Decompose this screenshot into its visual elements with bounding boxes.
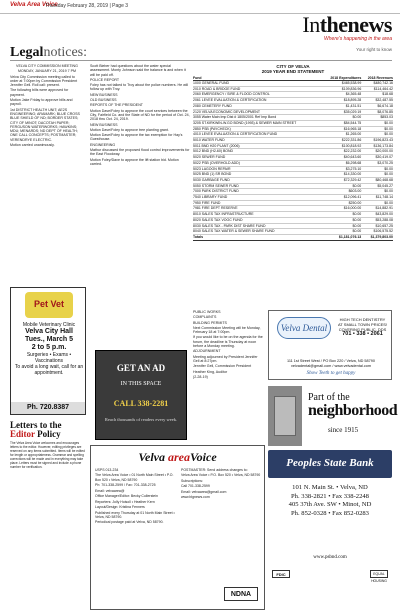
expenditure-cell: $0.00 bbox=[322, 229, 361, 235]
column-header: Fund bbox=[193, 76, 322, 81]
revenue-cell: $0.00 bbox=[361, 132, 393, 138]
pw-paragraph: (2-28-19) bbox=[193, 374, 208, 379]
total-value-cell: $1,181,076.13 bbox=[322, 234, 361, 240]
publication-details-left: USPS 013-234 The Velva Area Voice • 01 North Main Street • P.O. Box 520 • Velva, ND 58790 Ph: 701-338-2599 / Fax: 701-338-2725 Email: velvaarea@ Office Manager/Editor: Becky Cullerstein Reporters: Jolly Hoisoll • Heather Kern Layout/Design: Kristina Fenners Published every Thursday at 01 North Main Street • Velva, ND 58790. Periodical postage paid at Velva, ND 58790. bbox=[95, 468, 175, 525]
expenditure-cell: $0.00 bbox=[322, 217, 361, 223]
fund-name-cell: 7981 FIRE DEPT RESERVE bbox=[193, 206, 322, 212]
fund-name-cell: 7540 LIBRARY FUND bbox=[193, 195, 322, 201]
neighborhood-line-3: since 1915 bbox=[328, 426, 359, 434]
fund-name-cell: 3205 ST.KIRKWIN-W.GO BOND (1993) & SEWER MAIN STREET bbox=[193, 120, 322, 126]
bank-ad bbox=[268, 450, 392, 605]
revenue-cell: $114,464.42 bbox=[361, 86, 393, 92]
expenditure-cell: $109,836.96 bbox=[322, 86, 361, 92]
revenue-cell: $0.00 bbox=[361, 200, 393, 206]
minutes-paragraph: Motion Dave/Foley to approve the tax exemption for Hay's Guesthouse. bbox=[90, 133, 183, 142]
expenditure-cell: $603.00 bbox=[322, 189, 361, 195]
expenditure-cell: $0.00 bbox=[322, 183, 361, 189]
expenditure-cell: $222,331.86 bbox=[322, 138, 361, 144]
publication-details-right: POSTMASTER: Send address changes to: Velva Area Voice • P.O. Box 520 • Velva, ND 58790 Subscriptions: Call 701-338-2599 Email: velvaarea@gmail.com www.blgnews.com bbox=[181, 468, 261, 500]
expenditure-cell: $250.00 bbox=[322, 200, 361, 206]
pw-paragraph: COMPLAINTS bbox=[193, 315, 217, 320]
expenditure-cell: $14,330.00 bbox=[322, 172, 361, 178]
fund-name-cell: 8010 SALES TAX INFRASTRUCTURE bbox=[193, 212, 322, 218]
expenditure-cell: $40,643.60 bbox=[322, 155, 361, 161]
legal-paragraph: Velva City Commission meeting called to order at 7:00pm by Commission President Jennifer Gell. Roll call: present. bbox=[10, 74, 78, 88]
expenditure-cell: $22,232.00 bbox=[322, 149, 361, 155]
publication-name: Velva areaVoice bbox=[138, 450, 217, 464]
fund-name-cell: 5025 BND (1) SR BOND bbox=[193, 172, 322, 178]
velva-dental-ad bbox=[268, 310, 392, 380]
fund-name-cell: 2060 EMERGENCY / SIRE & FLOOD CONTROL bbox=[193, 92, 322, 98]
expenditure-cell: $12,096.41 bbox=[322, 195, 361, 201]
expenditure-cell: $3,275.10 bbox=[322, 166, 361, 172]
pw-paragraph: If you would like to be on the agenda for the forum, the deadline is Thursday at noon before a Monday meeting. bbox=[193, 335, 263, 349]
minutes-paragraph: Foley has not talked to Troy about the police numbers. He will follow up with Troy. bbox=[90, 83, 189, 92]
legal-paragraph: MONDAY, JANUARY 21, 2019 7 PM bbox=[17, 69, 77, 74]
fund-name-cell: 8040 SALES TAX WATER & SEWER SHARE FUND bbox=[193, 229, 322, 235]
minutes-heading: REPORTS OF THE PRESIDENT bbox=[90, 103, 143, 108]
fund-name-cell: 4010 LEVEE EVALUATION & CERTIFICATION FUND bbox=[193, 132, 322, 138]
fund-name-cell: 7000 PARK DISTRICT FUND bbox=[193, 189, 322, 195]
expenditure-cell: $1,431.51 bbox=[322, 103, 361, 109]
fund-name-cell: 2010 ROAD & BRIDGE FUND bbox=[193, 86, 322, 92]
equal-housing-icon: EQUAL HOUSING bbox=[371, 572, 387, 583]
fund-name-cell: 2850 PSB (PAYCHECK) bbox=[193, 126, 322, 132]
pet-vet-ad bbox=[10, 287, 86, 415]
fund-name-cell: 1000 GENERAL FUND bbox=[193, 81, 322, 87]
expenditure-cell: $100,818.92 bbox=[322, 143, 361, 149]
expenditure-cell: $0.00 bbox=[322, 115, 361, 121]
expenditure-cell: $16,965.18 bbox=[322, 126, 361, 132]
year-end-statement bbox=[193, 64, 393, 241]
pw-paragraph: Next Commission Meeting will be Monday, February 18 at 7:00pm. bbox=[193, 325, 261, 335]
minutes-paragraph: Motion Foley/Dave to approve the lift station bid. Motion carried. bbox=[90, 157, 179, 166]
legal-paragraph: The following bills were approved for payment. bbox=[10, 88, 69, 97]
expenditure-cell: $72,329.42 bbox=[322, 177, 361, 183]
legal-paragraph: Motion Jake Friday to approve bills and payroll. bbox=[10, 98, 73, 107]
revenue-cell: $0.00 bbox=[361, 172, 393, 178]
bank-logo: Peoples State Bank bbox=[268, 450, 392, 478]
revenue-cell: $8,076.85 bbox=[361, 109, 393, 115]
revenue-cell: $53,288.08 bbox=[361, 217, 393, 223]
fund-name-cell: 7950 FIRE FUND bbox=[193, 200, 322, 206]
pw-paragraph: ADJOURNMENT bbox=[193, 349, 221, 354]
letters-heading: Letters to the Editor Policy bbox=[10, 420, 62, 439]
legal-notices-title: Legalnotices: bbox=[10, 45, 87, 60]
fdic-icon: FDIC bbox=[272, 570, 290, 578]
dental-logo: Velva Dental bbox=[277, 317, 331, 339]
pw-paragraph: Jennifer Gell, Commission President bbox=[193, 364, 252, 369]
expenditure-cell: $4,365.48 bbox=[322, 92, 361, 98]
revenue-cell: $20,000.00 bbox=[361, 149, 393, 155]
statement-table bbox=[193, 76, 393, 241]
column-header: 2018 Expenditures bbox=[322, 76, 361, 81]
expenditure-cell: $0.00 bbox=[322, 223, 361, 229]
minutes-paragraph: Scott Bieber had questions about the water special assessment. Monty Johnson said the balance is and when it will be paid off. bbox=[90, 64, 186, 77]
revenue-cell: $0.00 bbox=[361, 166, 393, 172]
revenue-cell: $0.00 bbox=[361, 120, 393, 126]
minutes-paragraph: Motion Dave/Foley to approve the court services between the City, Fairfield Co. and the State of ND for the period of Oct. 24, 2018 thru Oct. 24, 2019. bbox=[90, 108, 190, 122]
dental-info: HIGH TECH DENTISTRY AT SMALL TOWN PRICES! COVERING PUBLIC, DDS 701 • 338 • 2061 bbox=[337, 317, 388, 337]
expenditure-cell: $1,265.00 bbox=[322, 132, 361, 138]
expenditure-cell: $465,538.99 bbox=[322, 81, 361, 87]
legal-paragraph: VELVA CITY COMMISSION MEETING bbox=[16, 64, 78, 68]
in-the-news-header bbox=[302, 14, 392, 42]
statement-title: CITY OF VELVA bbox=[276, 64, 310, 69]
right-to-know-tagline: Your right to know bbox=[356, 47, 392, 52]
revenue-cell: $0.00 bbox=[361, 189, 393, 195]
pw-paragraph: Heather King, Auditor bbox=[193, 369, 228, 374]
fund-name-cell: 5022 PSB (OVERHOLD ADD) bbox=[193, 160, 322, 166]
neighborhood-line-2: neighborhood bbox=[308, 402, 398, 419]
revenue-cell: $14,882.91 bbox=[361, 206, 393, 212]
publication-info-box bbox=[90, 445, 265, 610]
revenue-cell: $43,829.00 bbox=[361, 212, 393, 218]
expenditure-cell: $16,000.00 bbox=[322, 206, 361, 212]
expenditure-cell: $84,544.75 bbox=[322, 120, 361, 126]
pw-paragraph: Meeting adjourned by President Jennifer Gell at 8:27pm. bbox=[193, 354, 258, 363]
bank-website[interactable]: www.psbnd.com bbox=[313, 555, 347, 560]
fund-name-cell: 2061 LEVEE EVALUATION & CERTIFICATION bbox=[193, 98, 322, 104]
revenue-cell: $480,742.16 bbox=[361, 81, 393, 87]
total-label-cell: Totals bbox=[193, 234, 322, 240]
revenue-cell: $5,045.27 bbox=[361, 183, 393, 189]
in-the-news-tagline: Where's happening in the area bbox=[324, 36, 392, 42]
pet-vet-logo: Pet Vet bbox=[25, 292, 73, 318]
expenditure-cell: $0.00 bbox=[322, 212, 361, 218]
revenue-cell: $106,575.52 bbox=[361, 229, 393, 235]
section-divider bbox=[10, 60, 392, 61]
pw-paragraph: PUBLIC WORKS bbox=[193, 310, 221, 314]
ad-space bbox=[95, 350, 187, 440]
statement-subtitle: 2019 YEAR END STATEMENT bbox=[261, 69, 325, 74]
fund-name-cell: 8020 SALES TAX VOOC FUND bbox=[193, 217, 322, 223]
revenue-cell: $196,823.43 bbox=[361, 138, 393, 144]
fund-name-cell: 5011 BND H20 PLANT (2006) bbox=[193, 143, 322, 149]
dental-address: 111 1st Street West / PO Box 220 / Velva, ND 58790 velvadental@gmail.com / www.velvadental.com bbox=[286, 359, 375, 368]
revenue-cell: $3,070.25 bbox=[361, 160, 393, 166]
ad-line: CALL 338-2281 bbox=[113, 399, 169, 408]
revenue-cell: $10,657.25 bbox=[361, 223, 393, 229]
minutes-paragraph: Motion Dave/Foley to approve tree planting grant. bbox=[90, 127, 169, 132]
total-row bbox=[193, 234, 393, 240]
fund-name-cell: 2080 CEMETERY FUND bbox=[193, 103, 322, 109]
fund-name-cell: 2120 VELVA ECONOMIC DEVELOPMENT bbox=[193, 109, 322, 115]
column-header: 2018 Revenues bbox=[361, 76, 393, 81]
letters-body: The Velva Area Voice welcomes and encourages letters to the editor. However, editing privileges are reserved on any items submitted. Items will be edited for length or appropriateness. Grammar and spelling corrections will be made and in everything may take place. Letters must be signed and include a phone number for verification. bbox=[10, 441, 85, 469]
letters-policy bbox=[10, 421, 88, 469]
ndna-logo: NDNA bbox=[224, 587, 258, 601]
in-the-news-title: Inthenews bbox=[302, 12, 392, 37]
minutes-heading: OLD BUSINESS bbox=[90, 98, 117, 103]
fund-name-cell: 5023 LAGOON REPAIR bbox=[193, 166, 322, 172]
fund-name-cell: 8030 SALES TAX - PARK DIST SHARE FUND bbox=[193, 223, 322, 229]
revenue-cell: $6,674.18 bbox=[361, 103, 393, 109]
revenue-cell: $32,487.55 bbox=[361, 98, 393, 104]
minutes-column bbox=[90, 64, 190, 167]
minutes-heading: POLICE REPORT bbox=[90, 77, 120, 82]
minutes-paragraph: Mathur discussed the proposed flood control improvements for the East Floodway. bbox=[90, 148, 190, 157]
ad-line: IN THIS SPACE bbox=[120, 381, 162, 387]
total-value-cell: $1,379,803.00 bbox=[361, 234, 393, 240]
revenue-cell: $30,419.07 bbox=[361, 155, 393, 161]
revenue-cell: $0.00 bbox=[361, 126, 393, 132]
revenue-cell: $136,173.84 bbox=[361, 143, 393, 149]
bank-locations: 101 N. Main St. • Velva, ND Ph. 338-2821 • Fax 338-2248 405 37th Ave. SW • Minot, ND Ph. 852-0328 • Fax 852-0283 bbox=[288, 484, 372, 517]
pet-vet-details: Mobile Veterinary Clinic Velva City Hall Tues., March 5 2 to 5 p.m. Surgeries • Exams • Vaccinations To avoid a long wait, call for an appointment. bbox=[14, 322, 84, 376]
expenditure-cell: $6,298.68 bbox=[322, 160, 361, 166]
masthead-logo: Velva Area Voice bbox=[10, 2, 58, 8]
public-works-column bbox=[193, 310, 263, 380]
pw-paragraph: BUILDING PERMITS bbox=[193, 320, 227, 325]
fund-name-cell: 5010 WATER FUND bbox=[193, 138, 322, 144]
pet-vet-phone: Ph. 720.8387 bbox=[11, 402, 85, 414]
neighborhood-line-1: Part of the bbox=[308, 392, 350, 403]
minutes-heading: NEW BUSINESS bbox=[90, 122, 118, 127]
expenditure-cell: $35,029.19 bbox=[322, 109, 361, 115]
revenue-cell: $18.68 bbox=[361, 92, 393, 98]
fund-name-cell: 5012 BND (H2-60) BOND bbox=[193, 149, 322, 155]
fund-name-cell: 3055 Water Main Imp Dist # 1805/2001 Ref Imp Bond bbox=[193, 115, 322, 121]
legal-paragraph: Motion carried unanimously. bbox=[10, 143, 55, 148]
neighborhood-ad bbox=[268, 386, 398, 448]
minutes-heading: ENGINEERING bbox=[90, 142, 116, 147]
fund-name-cell: 5050 STORM SEWER FUND bbox=[193, 183, 322, 189]
fund-name-cell: 5030 GARBAGE FUND bbox=[193, 177, 322, 183]
dateline: Thursday February 28, 2019 | Page 3 bbox=[45, 3, 129, 9]
legal-notice-column bbox=[10, 64, 84, 148]
ad-line: Reach thousands of readers every week. bbox=[104, 417, 178, 422]
legal-paragraph: 1st DISTRICT HEALTH UNIT; AE2S ENGINEERING; ARAMARK; BLUE CROSS BLUE SHIELD OF ND; BORDER STATES; CITY OF MINOT; DACOTAH PAPER; FERGUSON WATERWORKS; HAWKINS; MDU; MENARDS; ND DEPT OF HEALTH; ONE CALL CONCEPTS; POSTMASTER; VERENDRYE ELECTRIC. bbox=[10, 107, 80, 142]
revenue-cell: $853.03 bbox=[361, 115, 393, 121]
revenue-cell: $80,468.68 bbox=[361, 177, 393, 183]
building-photo bbox=[268, 386, 302, 446]
dental-slogan: Show Teeth to get happy bbox=[306, 371, 356, 376]
minutes-heading: NEW BUSINESS bbox=[90, 92, 118, 97]
fund-name-cell: 5020 SEWER FUND bbox=[193, 155, 322, 161]
ad-line: GET AN AD bbox=[116, 363, 166, 373]
revenue-cell: $11,748.14 bbox=[361, 195, 393, 201]
expenditure-cell: $18,895.28 bbox=[322, 98, 361, 104]
